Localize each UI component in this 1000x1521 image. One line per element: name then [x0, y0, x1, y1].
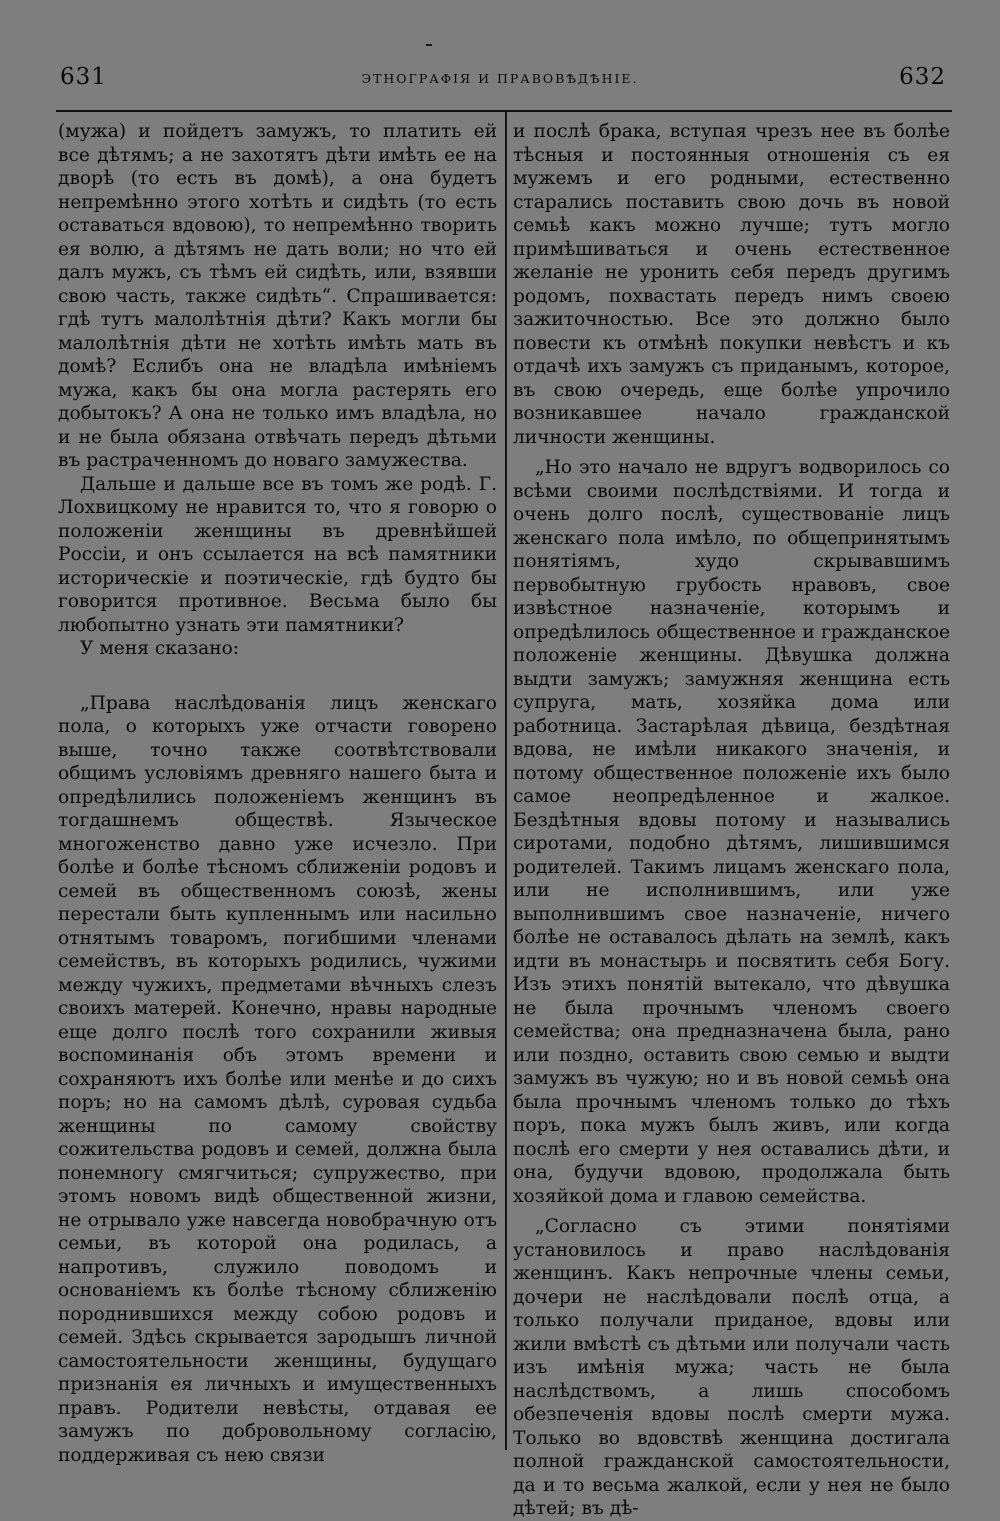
header-rule — [56, 110, 952, 112]
quote-paragraph: „Права наслѣдованія лицъ женскаго пола, о которыхъ уже отчасти говорено выше, точно также соотвѣтствовали общимъ условіямъ древняго нашего быта и опредѣлились положеніемъ женщинъ въ тогдашнемъ обществѣ. Языческое многоженство давно уже исчезло. При болѣе и болѣе тѣсномъ сближеніи родовъ и семей въ общественномъ союзѣ, жены перестали быть купленнымъ или насильно отнятымъ товаромъ, погибшими членами семействъ, въ которыхъ родились, чужими между чужихъ, предметами вѣчныхъ слезъ своихъ матерей. Конечно, нравы народные еще долго послѣ того сохранили живыя воспоминанія объ этомъ времени и сохраняютъ ихъ болѣе или менѣе и до сихъ поръ; но на самомъ дѣлѣ, суровая судьба женщины по самому свойству сожительства родовъ и семей, должна была понемногу смягчиться; супружество, при этомъ новомъ видѣ общественной жизни, не отрывало уже навсегда новобрачную отъ семьи, въ которой она родилась, а напротивъ, служило поводомъ и основаніемъ къ болѣе тѣсному сближенію породнившихся между собою родовъ и семей. Здѣсь скрывается зародышъ личной самостоятельности женщины, будущаго признанія ея личныхъ и имущественныхъ правъ. Родители невѣсты, отдавая ее замужъ по добровольному согласію, поддерживая съ нею связи — [58, 692, 497, 1466]
left-column — [58, 120, 497, 1467]
paragraph: и послѣ брака, вступая чрезъ нее въ болѣе тѣсныя и постоянныя отношенія съ ея мужемъ и его родными, естественно старались поставить свою дочь въ новой семьѣ какъ можно лучше; тутъ могло примѣшиваться и очень естественное желаніе не уронить себя передъ другимъ родомъ, похвастать передъ нимъ своею зажиточностью. Все это должно было повести къ отмѣнѣ покупки невѣстъ и къ отдачѣ ихъ замужъ съ приданымъ, которое, въ свою очередь, еще болѣе упрочило возникавшее начало гражданской личности женщины. — [513, 121, 950, 448]
paragraph: Дальше и дальше все въ томъ же родѣ. Г. Лохвицкому не нравится то, что я говорю о положеніи женщины въ древнѣйшей Россіи, и онъ ссылается на всѣ памятники историческіе и поэтическіе, гдѣ будто бы говорится противное. Весьма было бы любопытно узнать эти памятники? — [58, 473, 497, 636]
quote-paragraph: „Согласно съ этими понятіями установилось и право наслѣдованія женщинъ. Какъ непрочные члены семьи, дочери не наслѣдовали послѣ отца, а только получали приданое, вдовы или жили вмѣстѣ съ дѣтьми или получали часть изъ имѣнія мужа; часть не была наслѣдствомъ, а лишь способомъ обезпеченія вдовы послѣ смерти мужа. Только во вдовствѣ женщина достигала полной гражданской самостоятельности, да и то весьма жалкой, если у нея не было дѣтей; въ дѣ- — [513, 1216, 950, 1519]
page-number-right: 632 — [899, 64, 946, 90]
running-title: ЭТНОГРАФІЯ И ПРАВОВѢДѢНІЕ. — [361, 71, 639, 86]
paragraph: (мужа) и пойдетъ замужъ, то платить ей все дѣтямъ; а не захотятъ дѣти имѣть ее на дворѣ (то есть въ домѣ), а она будетъ непремѣнно этого хотѣть и сидѣть (то есть оставаться вдовою), то непремѣнно творить ея волю, а дѣтямъ не дать воли; но что ей далъ мужъ, съ тѣмъ ей сидѣть, или, взявши свою часть, также сидѣть“. Спрашивается: гдѣ тутъ малолѣтнія дѣти? Какъ могли бы малолѣтнія дѣти не хотѣть имѣть мать въ домѣ? Еслибъ она не владѣла имѣніемъ мужа, какъ бы она могла растерять его добытокъ? А она не только имъ владѣла, но и не была обязана отвѣчать передъ дѣтьми въ растраченномъ до новаго замужества. — [58, 121, 497, 471]
top-mark — [426, 44, 432, 46]
paragraph: У меня сказано: — [80, 638, 240, 659]
column-divider — [505, 112, 507, 1450]
quote-paragraph: „Но это начало не вдругъ водворилось со всѣми своими послѣдствіями. И тогда и очень долго послѣ, существованіе лицъ женскаго пола имѣло, по общепринятымъ понятіямъ, худо скрывавшимъ первобытную грубость нравовъ, свое извѣстное назначеніе, которымъ и опредѣлилось общественное и гражданское положеніе женщины. Дѣвушка должна выдти замужъ; замужняя женщина есть супруга, мать, хозяйка дома или работница. Застарѣлая дѣвица, бездѣтная вдова, не имѣли никакого значенія, и потому общественное положеніе ихъ было самое неопредѣленное и жалкое. Бездѣтныя вдовы потому и назывались сиротами, подобно дѣтямъ, лишившимся родителей. Такимъ лицамъ женскаго пола, или не исполнившимъ, или уже выполнившимъ свое назначеніе, ничего болѣе не оставалось дѣлать на землѣ, какъ идти въ монастырь и посвятить себя Богу. Изъ этихъ понятій вытекало, что дѣвушка не была прочнымъ членомъ своего семейства; она предназначена была, рано или поздно, оставить свою семью и выдти замужъ въ чужую; но и въ новой семьѣ она была прочнымъ членомъ только до тѣхъ поръ, пока мужъ былъ живъ, или когда послѣ его смерти у нея оставались дѣти, и она, будучи вдовою, продолжала быть хозяйкой дома и главою семейства. — [513, 457, 950, 1207]
right-column — [513, 120, 950, 1521]
page-number-left: 631 — [60, 64, 107, 90]
page-header — [0, 64, 1000, 94]
